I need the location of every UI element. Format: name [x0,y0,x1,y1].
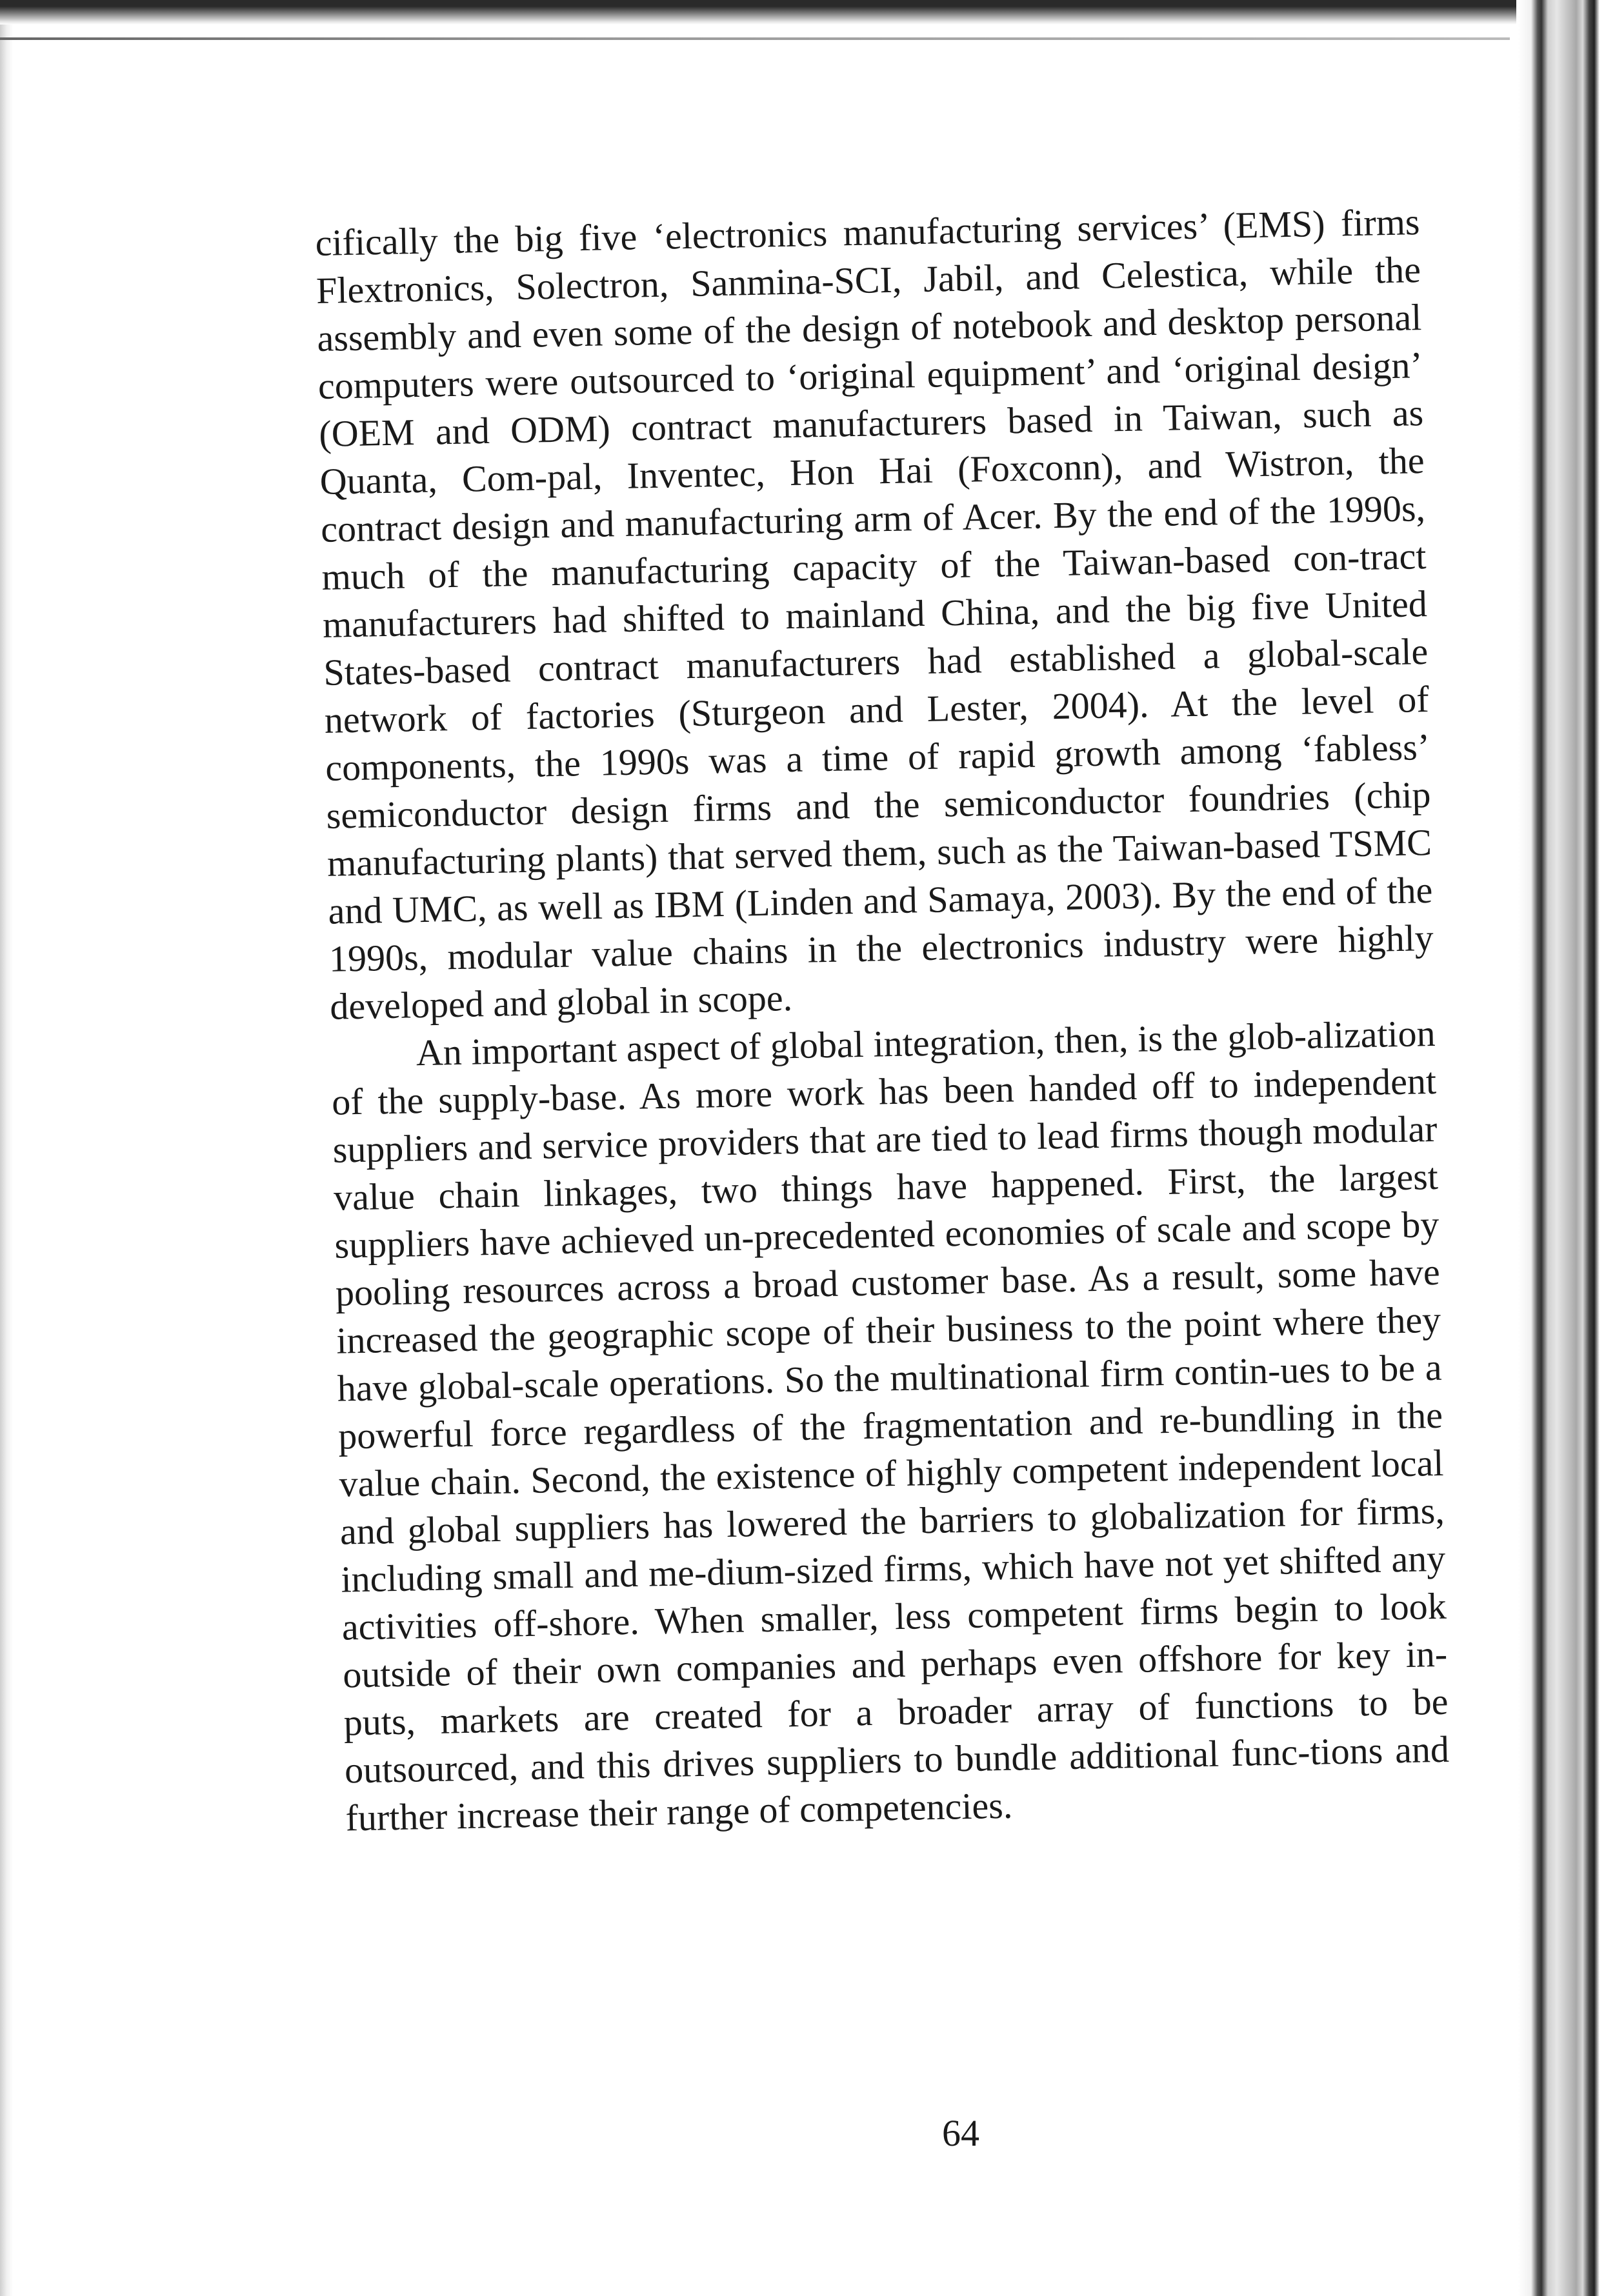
scan-top-line [0,37,1510,40]
book-spine-edge [1518,0,1615,2296]
paragraph-continued: cifically the big five ‘electronics manufacturing services’ (EMS) firms Flextronics, Solectron, Sanmina-SCI, Jabil, and Celestica, while the assembly and even some of the design of notebook and desktop personal computers were outsourced to ‘original equipment’ and ‘original design’ (OEM and ODM) contract manufacturers based in Taiwan, such as Quanta, Com-pal, Inventec, Hon Hai (Foxconn), and Wistron, the contract design and manufacturing arm of Acer. By the end of the 1990s, much of the manufacturing capacity of the Taiwan-based con-tract manufacturers had shifted to mainland China, and the big five United States-based contract manufacturers had established a global-scale network of factories (Sturgeon and Lester, 2004). At the level of components, the 1990s was a time of rapid growth among ‘fabless’ semiconductor design firms and the semiconductor foundries (chip manufacturing plants) that served them, such as the Taiwan-based TSMC and UMC, as well as IBM (Linden and Samaya, 2003). By the end of the 1990s, modular value chains in the electronics industry were highly developed and global in scope. [315,201,1434,1028]
paragraph-global-integration: An important aspect of global integration, then, is the glob-alization of the supply-base. As more work has been handed off to independent suppliers and service providers that are tied to lead firms though modular value chain linkages, two things have happened. First, the largest suppliers have achieved un-precedented economies of scale and scope by pooling resources across a broad customer base. As a result, some have increased the geographic scope of their business to the point where they have global-scale operations. So the multinational firm contin-ues to be a powerful force regardless of the fragmentation and re-bundling in the value chain. Second, the existence of highly competent independent local and global suppliers has lowered the barriers to globalization for firms, including small and me-dium-sized firms, which have not yet shifted any activities off-shore. When smaller, less competent firms begin to look outside of their own companies and perhaps even offshore for key in-puts, markets are created for a broader array of functions to be outsourced, and this drives suppliers to bundle additional func-tions and further increase their range of competencies. [331,1012,1450,1839]
page-number: 64 [942,2112,979,2154]
scan-left-edge [0,0,13,2296]
scan-top-edge [0,0,1516,25]
body-text [315,198,1450,1842]
